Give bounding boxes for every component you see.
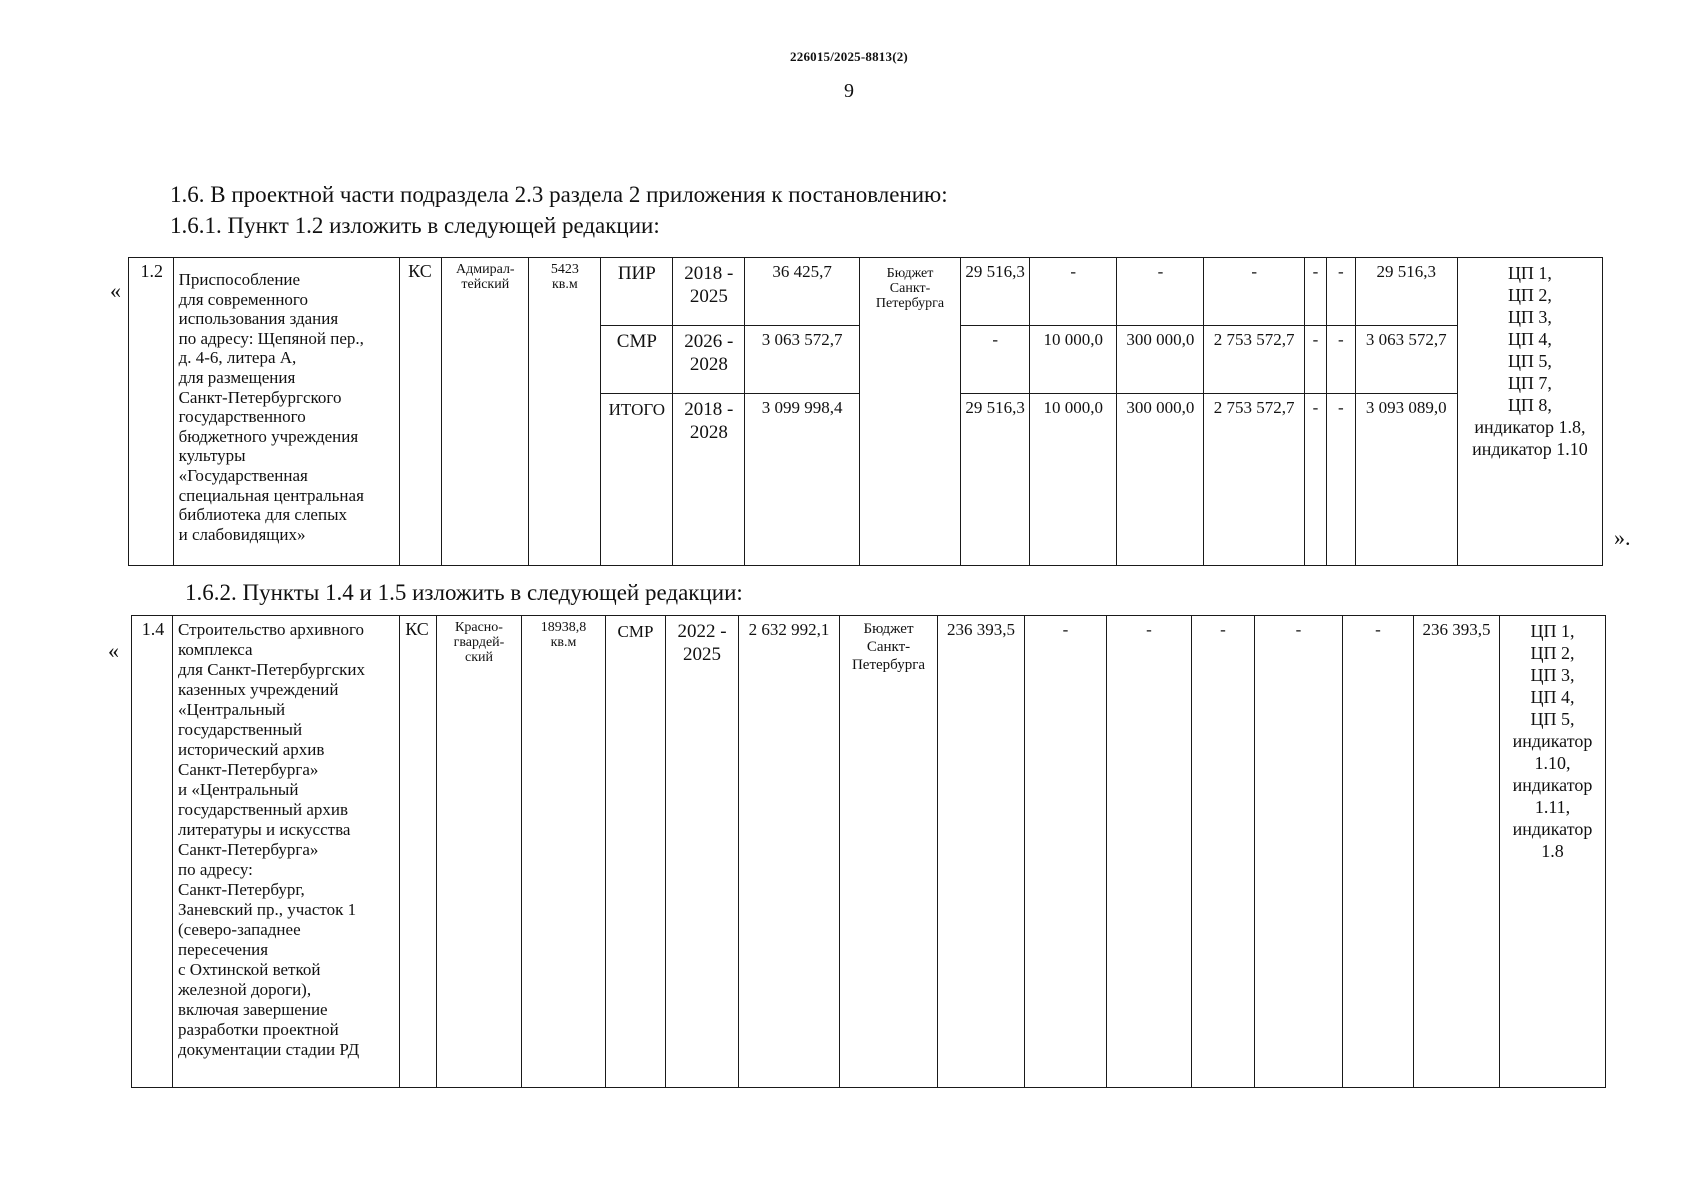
value-cell — [1304, 326, 1326, 394]
value-4: 2 753 572,7 — [1213, 330, 1295, 349]
area-cell — [522, 616, 606, 1088]
cost-cell — [745, 258, 860, 326]
cost-value: 3 099 998,4 — [761, 398, 843, 417]
district: Адмирал- тейский — [456, 262, 515, 292]
cost-cell — [745, 394, 860, 566]
paragraph-1-6-2: 1.6.2. Пункты 1.4 и 1.5 изложить в следующей редакции: — [185, 580, 743, 605]
value-cell — [961, 394, 1030, 566]
years: 2018 - 2025 — [684, 263, 734, 307]
value-2: 10 000,0 — [1043, 330, 1103, 349]
item-name-cell — [173, 616, 400, 1088]
item-type: КС — [408, 261, 432, 281]
item-number-cell — [132, 616, 173, 1088]
paragraph-1-6: 1.6. В проектной части подраздела 2.3 раздела 2 приложения к постановлению: — [170, 182, 948, 207]
value-cell — [1204, 326, 1304, 394]
years: 2018 - 2028 — [684, 399, 734, 443]
cost-value: 36 425,7 — [772, 262, 832, 281]
value-2: 10 000,0 — [1043, 398, 1103, 417]
stage-cell — [601, 258, 673, 326]
value-cell — [1327, 258, 1355, 326]
value-6: - — [1375, 620, 1381, 639]
item-type: КС — [405, 619, 429, 639]
value-cell — [1117, 258, 1204, 326]
cost-cell — [745, 326, 860, 394]
value-cell — [1255, 616, 1343, 1088]
value-2: - — [1062, 620, 1069, 639]
total-cell — [1355, 326, 1457, 394]
value-cell — [1030, 258, 1117, 326]
years: 2026 - 2028 — [684, 331, 734, 375]
value-6: - — [1337, 330, 1344, 349]
document-registration-number: 226015/2025-8813(2) — [790, 49, 908, 64]
value-3: 300 000,0 — [1126, 330, 1195, 349]
value-4: - — [1251, 262, 1257, 281]
value-cell — [1204, 394, 1304, 566]
value-cell — [938, 616, 1025, 1088]
value-cell — [1204, 258, 1304, 326]
item-number: 1.2 — [140, 261, 164, 281]
value-6: - — [1337, 262, 1344, 281]
value-cell — [1107, 616, 1192, 1088]
value-cell — [1304, 258, 1326, 326]
years-cell — [673, 258, 745, 326]
value-5: - — [1295, 620, 1302, 639]
value-cell — [1117, 394, 1204, 566]
stage-label: ИТОГО — [608, 400, 666, 419]
years: 2022 - 2025 — [677, 621, 727, 665]
value-cell — [1030, 394, 1117, 566]
stage-cell — [601, 394, 673, 566]
closing-quote-1: ». — [1614, 525, 1631, 550]
value-cell — [1343, 616, 1414, 1088]
value-5: - — [1312, 398, 1319, 417]
total-cell — [1414, 616, 1500, 1088]
total-cell — [1355, 394, 1457, 566]
value-1: 29 516,3 — [965, 262, 1025, 281]
cost-cell — [739, 616, 840, 1088]
value-3: 300 000,0 — [1126, 398, 1195, 417]
funding-source-cell — [840, 616, 938, 1088]
funding-source-cell — [859, 258, 960, 566]
value-5: - — [1312, 330, 1319, 349]
value-cell — [1192, 616, 1255, 1088]
funding-source: Бюджет Санкт- Петербурга — [875, 266, 945, 311]
cost-value: 2 632 992,1 — [748, 620, 830, 639]
value-cell — [1327, 394, 1355, 566]
opening-quote-2: « — [108, 638, 119, 663]
value-1: - — [992, 330, 999, 349]
funding-source: Бюджет Санкт- Петербурга — [851, 621, 926, 673]
item-name: Строительство архивного комплекса для Санкт-Петербургских казенных учреждений «Центральный государственный исторический архив Санкт-Петербурга» и «Центральный государственный архив литературы и искусства Санкт-Петербурга» по адресу: Санкт-Петербург, Заневский пр., участок 1 (северо-западнее пересечения с Охтинской веткой железной дороги), включая завершение разработки проектной документации стадии РД — [178, 620, 365, 1059]
value-cell — [961, 326, 1030, 394]
value-4: - — [1220, 620, 1226, 639]
table-item-1-2 — [128, 257, 1603, 566]
years-cell — [673, 394, 745, 566]
value-cell — [1327, 326, 1355, 394]
table-item-1-4 — [131, 615, 1606, 1088]
item-number-cell — [129, 258, 174, 566]
item-name: Приспособление для современного использования здания по адресу: Щепяной пер., д. 4-6, литера А, для размещения Санкт-Петербургского государственного бюджетного учреждения культуры «Государственная специальная центральная библиотека для слепых и слабовидящих» — [178, 270, 364, 544]
item-type-cell — [399, 258, 442, 566]
goals-list: ЦП 1, ЦП 2, ЦП 3, ЦП 4, ЦП 5, индикатор 1.10, индикатор 1.11, индикатор 1.8 — [1512, 621, 1593, 861]
item-number: 1.4 — [141, 619, 165, 639]
goals-cell — [1500, 616, 1606, 1088]
value-cell — [1025, 616, 1107, 1088]
value-3: - — [1157, 262, 1164, 281]
value-1: 236 393,5 — [947, 620, 1015, 639]
years-cell — [673, 326, 745, 394]
value-1: 29 516,3 — [965, 398, 1025, 417]
paragraph-1-6-1: 1.6.1. Пункт 1.2 изложить в следующей редакции: — [170, 213, 660, 238]
value-cell — [1030, 326, 1117, 394]
goals-list: ЦП 1, ЦП 2, ЦП 3, ЦП 4, ЦП 5, ЦП 7, ЦП 8, индикатор 1.8, индикатор 1.10 — [1472, 263, 1588, 459]
district-cell — [442, 258, 529, 566]
total-cell — [1355, 258, 1457, 326]
value-2: - — [1070, 262, 1077, 281]
stage-cell — [601, 326, 673, 394]
district-cell — [437, 616, 522, 1088]
stage-label: ПИР — [617, 263, 656, 284]
total-value: 29 516,3 — [1376, 262, 1436, 281]
stage-label: СМР — [616, 331, 657, 352]
value-cell — [961, 258, 1030, 326]
item-type-cell — [400, 616, 437, 1088]
value-5: - — [1312, 262, 1319, 281]
stage-label: СМР — [617, 622, 654, 641]
value-cell — [1117, 326, 1204, 394]
opening-quote-1: « — [110, 278, 121, 303]
cost-value: 3 063 572,7 — [761, 330, 843, 349]
stage-cell — [606, 616, 666, 1088]
goals-cell — [1457, 258, 1602, 566]
value-6: - — [1337, 398, 1344, 417]
item-name-cell — [173, 258, 399, 566]
area-cell — [529, 258, 601, 566]
total-value: 236 393,5 — [1422, 620, 1491, 639]
value-cell — [1304, 394, 1326, 566]
value-4: 2 753 572,7 — [1213, 398, 1295, 417]
page-number: 9 — [844, 80, 854, 102]
total-value: 3 063 572,7 — [1365, 330, 1447, 349]
years-cell — [666, 616, 739, 1088]
area: 5423 кв.м — [550, 262, 579, 292]
district: Красно- гвардей- ский — [453, 620, 505, 665]
area: 18938,8 кв.м — [540, 620, 587, 650]
total-value: 3 093 089,0 — [1365, 398, 1447, 417]
value-3: - — [1146, 620, 1152, 639]
